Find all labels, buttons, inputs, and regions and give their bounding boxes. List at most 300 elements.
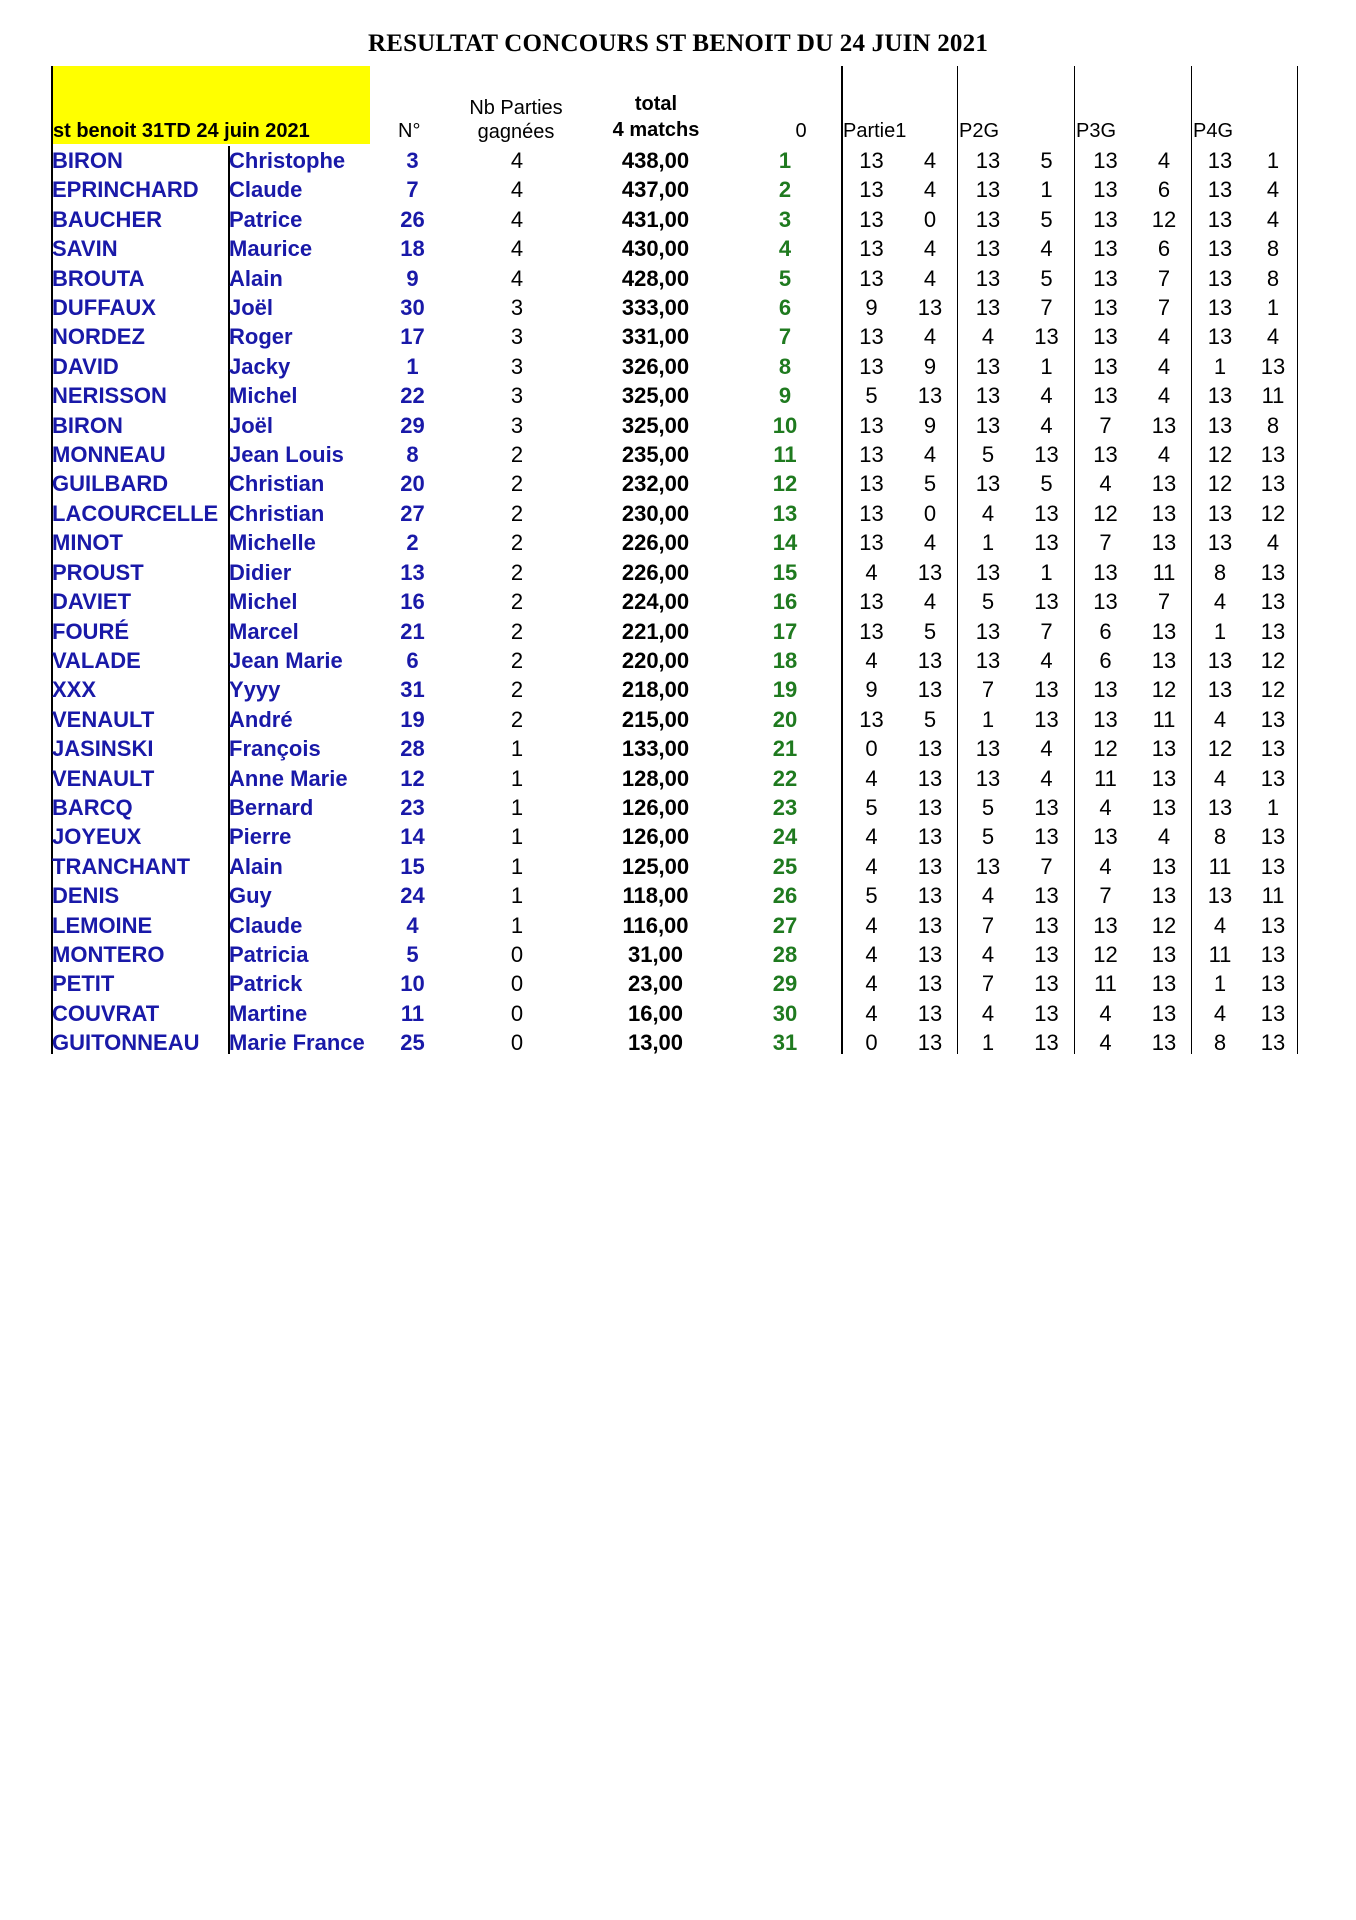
p4g-score-for: 8 [1213, 559, 1227, 585]
rank: 27 [772, 912, 798, 938]
player-number: 30 [400, 295, 425, 321]
total-points: 16,00 [627, 1000, 684, 1026]
p3g-score-for: 13 [1093, 324, 1118, 350]
p4g-score-for: 13 [1207, 265, 1233, 291]
p3g-score-for: 4 [1099, 794, 1112, 820]
rank: 19 [772, 677, 798, 703]
partie1-score-for: 9 [865, 295, 878, 321]
player-first-name: Didier [229, 559, 292, 585]
p2g-score-against: 13 [1034, 883, 1059, 909]
p4g-score-for: 13 [1207, 883, 1233, 909]
player-last-name: MONTERO [52, 941, 165, 967]
p4g-score-for: 13 [1207, 206, 1233, 232]
p4g-score-against: 8 [1266, 412, 1280, 438]
p4g-score-against: 13 [1260, 1030, 1286, 1056]
p4g-header: P4G [1193, 120, 1234, 142]
p2g-score-for: 1 [981, 706, 995, 732]
p3g-score-against: 13 [1151, 500, 1177, 526]
p4g-score-for: 12 [1207, 471, 1233, 497]
partie1-score-for: 4 [865, 912, 878, 938]
table-row [52, 705, 1299, 734]
p3g-score-for: 12 [1093, 736, 1118, 762]
p4g-score-against: 13 [1260, 618, 1286, 644]
player-last-name: VALADE [52, 647, 141, 673]
event-label: st benoit 31TD 24 juin 2021 [53, 120, 310, 142]
partie1-score-against: 13 [917, 295, 943, 321]
p2g-score-against: 13 [1034, 912, 1059, 938]
player-number: 24 [400, 883, 425, 909]
partie1-score-for: 13 [859, 412, 884, 438]
p3g-score-for: 13 [1093, 236, 1118, 262]
games-won-header-line2: gagnées [477, 121, 555, 143]
p4g-score-against: 1 [1266, 295, 1280, 321]
player-first-name: Michelle [229, 530, 316, 556]
games-won: 2 [510, 706, 524, 732]
table-row [52, 646, 1299, 675]
player-first-name: Joël [229, 295, 274, 321]
games-won-header-line1: Nb Parties [469, 97, 563, 119]
p3g-score-for: 4 [1099, 853, 1112, 879]
player-number: 11 [400, 1000, 425, 1026]
partie1-score-against: 13 [917, 971, 943, 997]
partie1-score-for: 5 [865, 794, 878, 820]
partie1-score-for: 4 [865, 853, 878, 879]
player-first-name: Marie France [229, 1030, 365, 1056]
player-number: 16 [400, 589, 425, 615]
table-row [52, 881, 1299, 910]
p3g-score-against: 7 [1157, 295, 1171, 321]
p4g-score-against: 1 [1266, 794, 1280, 820]
p4g-score-for: 13 [1207, 383, 1233, 409]
partie1-score-against: 4 [923, 589, 937, 615]
p2g-score-against: 13 [1034, 794, 1059, 820]
p2g-score-against: 5 [1040, 148, 1053, 173]
player-number: 22 [400, 383, 425, 409]
p2g-score-for: 1 [981, 530, 995, 556]
p4g-score-for: 13 [1207, 324, 1233, 350]
p4g-score-for: 13 [1207, 236, 1233, 262]
player-last-name: VENAULT [52, 706, 155, 732]
table-row [52, 969, 1299, 998]
p4g-score-for: 4 [1213, 765, 1227, 791]
p3g-score-for: 13 [1093, 265, 1118, 291]
player-number: 1 [406, 353, 419, 379]
partie1-score-for: 13 [859, 442, 884, 468]
player-first-name: Joël [229, 412, 274, 438]
player-last-name: BIRON [52, 148, 123, 173]
table-row [52, 322, 1299, 351]
partie1-score-for: 13 [859, 353, 884, 379]
total-points: 220,00 [621, 647, 690, 673]
p4g-score-for: 13 [1207, 412, 1233, 438]
page-title: RESULTAT CONCOURS ST BENOIT DU 24 JUIN 2021 [367, 30, 989, 57]
p2g-score-against: 4 [1040, 736, 1053, 762]
games-won: 2 [510, 471, 524, 497]
p3g-score-for: 13 [1093, 677, 1118, 703]
p2g-score-for: 5 [981, 442, 995, 468]
total-points: 128,00 [621, 765, 690, 791]
player-first-name: Roger [229, 324, 293, 350]
p3g-score-against: 7 [1157, 265, 1171, 291]
p2g-score-for: 5 [981, 794, 995, 820]
player-first-name: Martine [229, 1000, 308, 1026]
player-last-name: JOYEUX [52, 824, 142, 850]
table-row [52, 205, 1299, 234]
rank: 20 [772, 706, 798, 732]
p3g-score-against: 11 [1152, 706, 1176, 732]
p3g-score-against: 13 [1151, 794, 1177, 820]
rank: 18 [772, 647, 798, 673]
rank: 17 [772, 618, 798, 644]
player-number: 15 [400, 853, 425, 879]
p3g-score-for: 13 [1093, 353, 1118, 379]
total-header-line1: total [634, 93, 678, 115]
games-won: 2 [510, 677, 524, 703]
total-points: 326,00 [621, 353, 690, 379]
player-first-name: Michel [229, 589, 298, 615]
games-won: 4 [510, 236, 524, 262]
rank: 5 [778, 265, 792, 291]
player-first-name: Marcel [229, 618, 299, 644]
total-points: 226,00 [621, 559, 690, 585]
player-first-name: Christophe [229, 148, 346, 173]
player-last-name: COUVRAT [52, 1000, 160, 1026]
p2g-score-for: 13 [975, 765, 1001, 791]
p3g-score-against: 13 [1151, 765, 1177, 791]
p3g-score-against: 4 [1157, 324, 1171, 350]
total-points: 437,00 [621, 177, 690, 203]
rank: 31 [772, 1030, 798, 1056]
p3g-score-against: 13 [1151, 971, 1177, 997]
player-number: 4 [406, 912, 419, 938]
results-table [52, 146, 1299, 1058]
partie1-score-for: 5 [865, 383, 878, 409]
p4g-score-for: 13 [1207, 295, 1233, 321]
player-last-name: NERISSON [52, 383, 167, 409]
p2g-score-for: 7 [981, 912, 995, 938]
player-first-name: Jean Louis [229, 442, 344, 468]
player-last-name: JASINSKI [52, 736, 154, 762]
p3g-score-for: 11 [1094, 971, 1117, 997]
p3g-score-against: 6 [1157, 236, 1171, 262]
player-last-name: FOURÉ [52, 618, 129, 644]
player-number: 27 [400, 500, 425, 526]
player-first-name: Jacky [229, 353, 291, 379]
p3g-score-for: 7 [1099, 883, 1112, 909]
total-points: 126,00 [621, 824, 690, 850]
p4g-score-against: 13 [1260, 853, 1286, 879]
total-points: 118,00 [622, 883, 689, 909]
player-last-name: BIRON [52, 412, 123, 438]
rank: 11 [773, 442, 797, 468]
p2g-score-for: 13 [975, 383, 1001, 409]
p4g-score-for: 11 [1208, 941, 1232, 967]
total-points: 116,00 [622, 912, 689, 938]
partie1-score-against: 4 [923, 530, 937, 556]
player-number: 14 [400, 824, 425, 850]
player-first-name: Guy [229, 883, 272, 909]
rank: 6 [778, 295, 792, 321]
p2g-score-for: 13 [975, 736, 1001, 762]
partie1-score-for: 13 [859, 618, 884, 644]
p3g-score-against: 7 [1157, 589, 1171, 615]
p3g-score-against: 4 [1157, 824, 1171, 850]
total-points: 224,00 [621, 589, 690, 615]
p3g-score-for: 13 [1093, 912, 1118, 938]
p4g-score-against: 13 [1260, 912, 1286, 938]
table-row [52, 558, 1299, 587]
total-points: 438,00 [621, 148, 690, 173]
total-points: 431,00 [621, 206, 690, 232]
player-last-name: NORDEZ [52, 324, 145, 350]
p3g-score-for: 13 [1093, 383, 1118, 409]
partie1-score-for: 9 [865, 677, 878, 703]
player-number: 31 [400, 677, 425, 703]
partie1-score-for: 13 [859, 706, 884, 732]
total-points: 23,00 [627, 971, 684, 997]
player-number: 6 [406, 647, 419, 673]
player-number: 29 [400, 412, 425, 438]
player-number: 5 [406, 941, 419, 967]
rank: 1 [778, 148, 792, 173]
partie1-score-against: 13 [917, 883, 943, 909]
table-row [52, 852, 1299, 881]
player-first-name: Christian [229, 500, 325, 526]
table-row [52, 764, 1299, 793]
table-row [52, 352, 1299, 381]
games-won: 1 [510, 794, 524, 820]
player-last-name: GUILBARD [52, 471, 169, 497]
p2g-score-against: 13 [1034, 971, 1059, 997]
player-first-name: Bernard [229, 794, 314, 820]
p3g-score-for: 13 [1093, 177, 1118, 203]
p2g-score-against: 1 [1040, 559, 1053, 585]
p2g-score-against: 13 [1034, 442, 1059, 468]
partie1-score-against: 4 [923, 148, 937, 173]
player-last-name: XXX [52, 677, 97, 703]
player-number: 9 [406, 265, 419, 291]
partie1-score-against: 13 [917, 647, 943, 673]
games-won: 2 [510, 500, 524, 526]
p4g-score-for: 1 [1213, 618, 1227, 644]
games-won: 2 [510, 647, 524, 673]
player-first-name: Michel [229, 383, 298, 409]
partie1-score-for: 13 [859, 471, 884, 497]
games-won: 1 [510, 736, 524, 762]
table-row [52, 822, 1299, 851]
partie1-score-for: 13 [859, 324, 884, 350]
p2g-score-against: 1 [1040, 353, 1053, 379]
partie1-score-against: 13 [917, 1000, 943, 1026]
rank-header: 0 [795, 120, 807, 142]
p4g-score-for: 13 [1207, 177, 1233, 203]
p3g-score-for: 13 [1093, 206, 1118, 232]
partie1-score-against: 5 [923, 471, 937, 497]
p2g-score-for: 13 [975, 353, 1001, 379]
table-row [52, 911, 1299, 940]
p4g-score-for: 13 [1207, 677, 1233, 703]
games-won: 0 [510, 1000, 524, 1026]
player-first-name: Patricia [229, 941, 309, 967]
total-points: 13,00 [627, 1030, 684, 1056]
player-last-name: BARCQ [52, 794, 133, 820]
p3g-score-for: 6 [1099, 618, 1112, 644]
p2g-score-against: 13 [1034, 706, 1059, 732]
p4g-score-against: 13 [1260, 824, 1286, 850]
p4g-score-against: 13 [1260, 1000, 1286, 1026]
partie1-score-against: 13 [917, 383, 943, 409]
games-won: 2 [510, 589, 524, 615]
p3g-score-for: 7 [1099, 412, 1112, 438]
rank: 10 [772, 412, 798, 438]
p2g-score-against: 13 [1034, 677, 1059, 703]
player-number: 20 [400, 471, 425, 497]
partie1-score-against: 13 [917, 853, 943, 879]
p4g-score-against: 4 [1266, 206, 1280, 232]
total-points: 325,00 [621, 412, 690, 438]
p2g-score-for: 13 [975, 295, 1001, 321]
p2g-score-for: 7 [981, 677, 995, 703]
p3g-score-for: 12 [1093, 941, 1118, 967]
p2g-score-against: 7 [1040, 853, 1053, 879]
p2g-score-against: 13 [1034, 324, 1059, 350]
player-last-name: MINOT [52, 530, 123, 556]
p3g-score-against: 13 [1151, 883, 1177, 909]
partie1-score-for: 13 [859, 148, 884, 173]
p4g-score-for: 1 [1213, 353, 1227, 379]
rank: 8 [778, 353, 792, 379]
p2g-score-for: 13 [975, 412, 1001, 438]
p4g-score-against: 8 [1266, 236, 1280, 262]
p2g-score-against: 7 [1040, 295, 1053, 321]
p3g-score-against: 4 [1157, 353, 1171, 379]
games-won: 4 [510, 265, 524, 291]
p4g-score-for: 8 [1213, 824, 1227, 850]
p4g-score-against: 13 [1260, 589, 1286, 615]
p2g-score-for: 5 [981, 824, 995, 850]
player-first-name: André [229, 706, 293, 732]
table-row [52, 499, 1299, 528]
games-won: 2 [510, 442, 524, 468]
table-row [52, 175, 1299, 204]
rank: 26 [772, 883, 798, 909]
partie1-score-for: 13 [859, 500, 884, 526]
p3g-score-for: 4 [1099, 1000, 1112, 1026]
p4g-score-against: 11 [1261, 383, 1285, 409]
player-last-name: LEMOINE [52, 912, 153, 938]
p3g-header: P3G [1076, 120, 1117, 142]
player-last-name: BAUCHER [52, 206, 162, 232]
p3g-score-against: 12 [1151, 677, 1177, 703]
p3g-score-against: 4 [1157, 383, 1171, 409]
games-won: 0 [510, 1030, 524, 1056]
partie1-score-for: 4 [865, 971, 878, 997]
games-won: 1 [510, 853, 524, 879]
p2g-score-for: 4 [981, 324, 995, 350]
p4g-score-for: 12 [1207, 442, 1233, 468]
games-won: 2 [510, 530, 524, 556]
p3g-score-against: 12 [1151, 912, 1177, 938]
p4g-score-against: 13 [1260, 442, 1286, 468]
total-points: 226,00 [621, 530, 690, 556]
p2g-score-against: 4 [1040, 236, 1053, 262]
table-row [52, 146, 1299, 175]
p4g-score-against: 13 [1260, 706, 1286, 732]
p3g-score-against: 13 [1151, 736, 1177, 762]
player-first-name: Claude [229, 912, 303, 938]
rank: 25 [772, 853, 798, 879]
total-points: 325,00 [621, 383, 690, 409]
rank: 30 [772, 1000, 798, 1026]
p3g-score-for: 13 [1093, 148, 1118, 173]
p4g-score-against: 13 [1260, 559, 1286, 585]
p3g-score-for: 13 [1093, 442, 1118, 468]
p2g-score-for: 13 [975, 265, 1001, 291]
player-last-name: DAVIET [52, 589, 132, 615]
p2g-score-against: 13 [1034, 589, 1059, 615]
p4g-score-against: 13 [1260, 353, 1286, 379]
player-number: 21 [400, 618, 425, 644]
p3g-score-against: 13 [1151, 530, 1177, 556]
partie1-score-for: 5 [865, 883, 878, 909]
player-number: 19 [400, 706, 425, 732]
p3g-score-for: 6 [1099, 647, 1112, 673]
p4g-score-against: 4 [1266, 530, 1280, 556]
p2g-score-for: 13 [975, 148, 1001, 173]
p4g-score-against: 12 [1260, 647, 1286, 673]
player-first-name: Alain [229, 265, 283, 291]
table-row [52, 469, 1299, 498]
player-last-name: DUFFAUX [52, 295, 156, 321]
p4g-score-against: 4 [1266, 324, 1280, 350]
p3g-score-for: 13 [1093, 824, 1118, 850]
p3g-score-for: 7 [1099, 530, 1112, 556]
player-last-name: MONNEAU [52, 442, 166, 468]
games-won: 2 [510, 559, 524, 585]
table-row [52, 793, 1299, 822]
total-points: 430,00 [621, 236, 690, 262]
p4g-score-for: 4 [1213, 912, 1227, 938]
player-first-name: François [229, 736, 321, 762]
player-number: 2 [406, 530, 419, 556]
partie1-score-against: 13 [917, 794, 943, 820]
partie1-score-for: 4 [865, 941, 878, 967]
p2g-score-for: 13 [975, 618, 1001, 644]
player-number: 8 [406, 442, 419, 468]
partie1-score-for: 13 [859, 236, 884, 262]
games-won: 3 [510, 383, 524, 409]
player-first-name: Alain [229, 853, 283, 879]
p3g-score-against: 4 [1157, 442, 1171, 468]
p3g-score-for: 13 [1093, 589, 1118, 615]
player-number: 26 [400, 206, 425, 232]
p2g-score-for: 13 [975, 471, 1001, 497]
total-points: 218,00 [621, 677, 690, 703]
p2g-score-against: 5 [1040, 206, 1053, 232]
p2g-score-for: 1 [981, 1030, 995, 1056]
p3g-score-against: 13 [1151, 1030, 1177, 1056]
total-points: 133,00 [621, 736, 690, 762]
p4g-score-against: 13 [1260, 971, 1286, 997]
p2g-score-for: 13 [975, 853, 1001, 879]
p4g-score-against: 1 [1266, 148, 1280, 173]
rank: 16 [772, 589, 798, 615]
player-last-name: GUITONNEAU [52, 1030, 200, 1056]
p2g-score-against: 5 [1040, 265, 1053, 291]
total-points: 333,00 [621, 295, 690, 321]
partie1-score-for: 4 [865, 559, 878, 585]
p4g-score-against: 12 [1260, 677, 1286, 703]
